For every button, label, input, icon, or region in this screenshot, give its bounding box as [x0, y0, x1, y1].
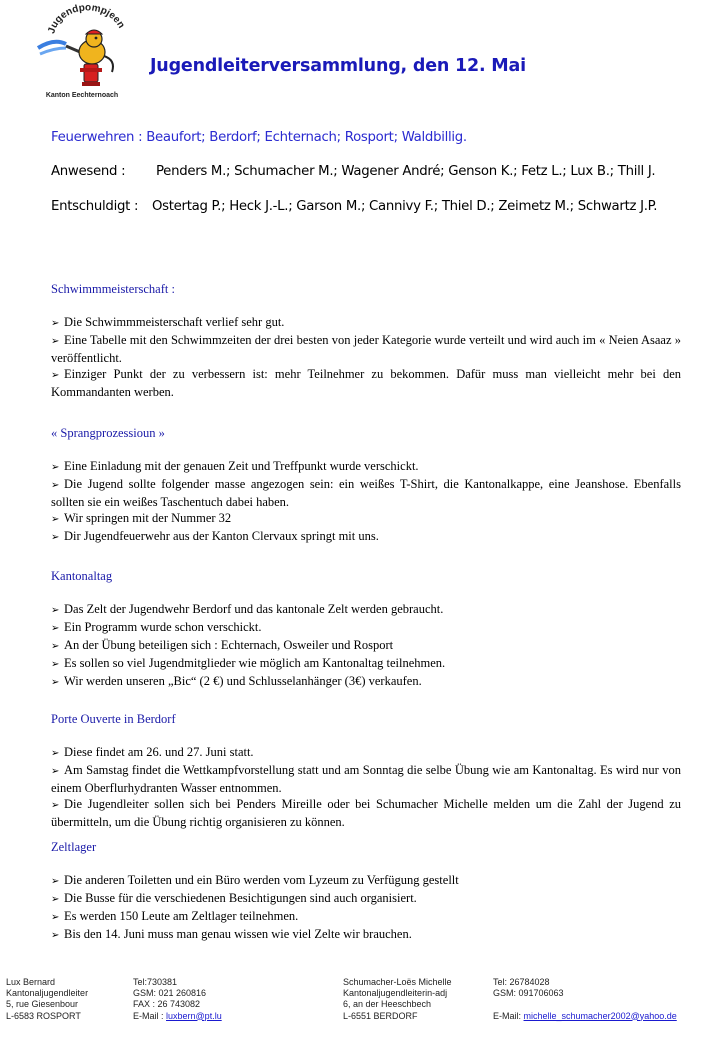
svg-text:Jugendpompjeen	[46, 4, 126, 35]
arrow-bullet-icon: ➢	[51, 659, 60, 670]
arrow-bullet-icon: ➢	[51, 930, 60, 941]
entschuldigt-label: Entschuldigt :	[51, 199, 139, 214]
footer-right-contact: Tel: 26784028 GSM: 091706063 E-Mail: michelle_schumacher2002@yahoo.de	[493, 977, 677, 1021]
footer-left-contact: Tel:730381 GSM: 021 260816 FAX : 26 743082 E-Mail : luxbern@pt.lu	[133, 977, 222, 1021]
section-title-porte-ouverte: Porte Ouverte in Berdorf	[51, 712, 176, 726]
footer-left-address: Lux Bernard Kantonaljugendleiter 5, rue Giesenbour L-6583 ROSPORT	[6, 977, 89, 1021]
meta-anwesend	[51, 164, 655, 179]
arrow-bullet-icon: ➢	[51, 480, 60, 491]
arrow-bullet-icon: ➢	[51, 370, 60, 381]
footer-left-email-link[interactable]: luxbern@pt.lu	[166, 1010, 222, 1021]
arrow-bullet-icon: ➢	[51, 677, 60, 688]
arrow-bullet-icon: ➢	[51, 605, 60, 616]
list-item: ➢ Wir werden unseren „Bic“ (2 €) und Schlusselanhänger (3€) verkaufen.	[51, 673, 681, 691]
section-list-schwimmmeisterschaft	[51, 314, 681, 400]
list-item: ➢ Die anderen Toiletten und ein Büro werden vom Lyzeum zu Verfügung gestellt	[51, 872, 681, 890]
arrow-bullet-icon: ➢	[51, 336, 60, 347]
jugendpompjeen-logo	[36, 4, 128, 100]
list-item: ➢ Die Busse für die verschiedenen Besichtigungen sind auch organisiert.	[51, 890, 681, 908]
list-item: ➢ Es werden 150 Leute am Zeltlager teilnehmen.	[51, 908, 681, 926]
feuerwehren-label: Feuerwehren :	[51, 130, 143, 145]
meta-entschuldigt	[51, 199, 657, 214]
firefighter-mascot-icon	[36, 4, 128, 100]
arrow-bullet-icon: ➢	[51, 641, 60, 652]
arrow-bullet-icon: ➢	[51, 462, 60, 473]
arrow-bullet-icon: ➢	[51, 532, 60, 543]
list-item: ➢ Die Jugendleiter sollen sich bei Penders Mireille oder bei Schumacher Michelle melden um die Zahl der Jugend zu übermitteln, um die Übung richtig organisieren zu können.	[51, 797, 681, 829]
arrow-bullet-icon: ➢	[51, 876, 60, 887]
section-list-porte-ouverte	[51, 744, 681, 830]
arrow-bullet-icon: ➢	[51, 748, 60, 759]
section-title-sprangprozessioun: « Sprangprozessioun »	[51, 426, 165, 440]
logo-text-top: Jugendpompjeen	[46, 4, 127, 35]
page-title: Jugendleiterversammlung, den 12. Mai	[150, 56, 526, 76]
section-title-zeltlager: Zeltlager	[51, 840, 97, 854]
anwesend-label: Anwesend :	[51, 164, 126, 179]
section-list-sprangprozessioun	[51, 458, 681, 546]
list-item: ➢ Die Jugend sollte folgender masse angezogen sein: ein weißes T-Shirt, die Kantonalkappe, eine Jeanshose. Ebenfalls sollten sie ein weißes Taschentuch dabei haben.	[51, 477, 681, 509]
list-item: ➢ Ein Programm wurde schon verschickt.	[51, 619, 681, 637]
arrow-bullet-icon: ➢	[51, 318, 60, 329]
arrow-bullet-icon: ➢	[51, 912, 60, 923]
arrow-bullet-icon: ➢	[51, 766, 60, 777]
list-item: ➢ Es sollen so viel Jugendmitglieder wie möglich am Kantonaltag teilnehmen.	[51, 655, 681, 673]
arrow-bullet-icon: ➢	[51, 514, 60, 525]
list-item: ➢ Das Zelt der Jugendwehr Berdorf und das kantonale Zelt werden gebraucht.	[51, 601, 681, 619]
section-title-kantonaltag: Kantonaltag	[51, 569, 113, 583]
list-item: ➢ Dir Jugendfeuerwehr aus der Kanton Clervaux springt mit uns.	[51, 528, 681, 546]
list-item: ➢ Eine Tabelle mit den Schwimmzeiten der drei besten von jeder Kategorie wurde verteilt und wird auch im « Neien Asaaz » veröffentlicht.	[51, 333, 681, 365]
list-item: ➢ Einziger Punkt der zu verbessern ist: mehr Teilnehmer zu bekommen. Dafür muss man vielleicht mehr bei den Kommandanten werben.	[51, 367, 681, 399]
section-title-schwimmmeisterschaft: Schwimmmeisterschaft :	[51, 282, 175, 296]
arrow-bullet-icon: ➢	[51, 623, 60, 634]
list-item: ➢ An der Übung beteiligen sich : Echternach, Osweiler und Rosport	[51, 637, 681, 655]
arrow-bullet-icon: ➢	[51, 894, 60, 905]
section-list-kantonaltag	[51, 601, 681, 691]
list-item: ➢ Diese findet am 26. und 27. Juni statt.	[51, 744, 681, 762]
list-item: ➢ Eine Einladung mit der genauen Zeit und Treffpunkt wurde verschickt.	[51, 458, 681, 476]
footer-right-address: Schumacher-Loës Michelle Kantonaljugendleiterin-adj 6, an der Heeschbech L-6551 BERDORF	[343, 977, 452, 1021]
list-item: ➢ Am Samstag findet die Wettkampfvorstellung statt und am Sonntag die selbe Übung wie am Kantonaltag. Es wird nur von einem Oberflurhydranten Wasser entnommen.	[51, 763, 681, 795]
anwesend-value: Penders M.; Schumacher M.; Wagener André; Genson K.; Fetz L.; Lux B.; Thill J.	[155, 164, 656, 179]
entschuldigt-value: Ostertag P.; Heck J.-L.; Garson M.; Cannivy F.; Thiel D.; Zeimetz M.; Schwartz J.P.	[151, 199, 658, 214]
section-list-zeltlager	[51, 872, 681, 944]
arrow-bullet-icon: ➢	[51, 800, 60, 811]
list-item: ➢ Bis den 14. Juni muss man genau wissen wie viel Zelte wir brauchen.	[51, 926, 681, 944]
list-item: ➢ Die Schwimmmeisterschaft verlief sehr gut.	[51, 314, 681, 332]
list-item: ➢ Wir springen mit der Nummer 32	[51, 510, 681, 528]
meta-feuerwehren	[51, 130, 467, 145]
logo-text-bottom: Kanton Eechternoach	[45, 92, 119, 99]
feuerwehren-value: Beaufort; Berdorf; Echternach; Rosport; Waldbillig.	[146, 130, 467, 145]
footer-right-email-link[interactable]: michelle_schumacher2002@yahoo.de	[523, 1010, 677, 1021]
